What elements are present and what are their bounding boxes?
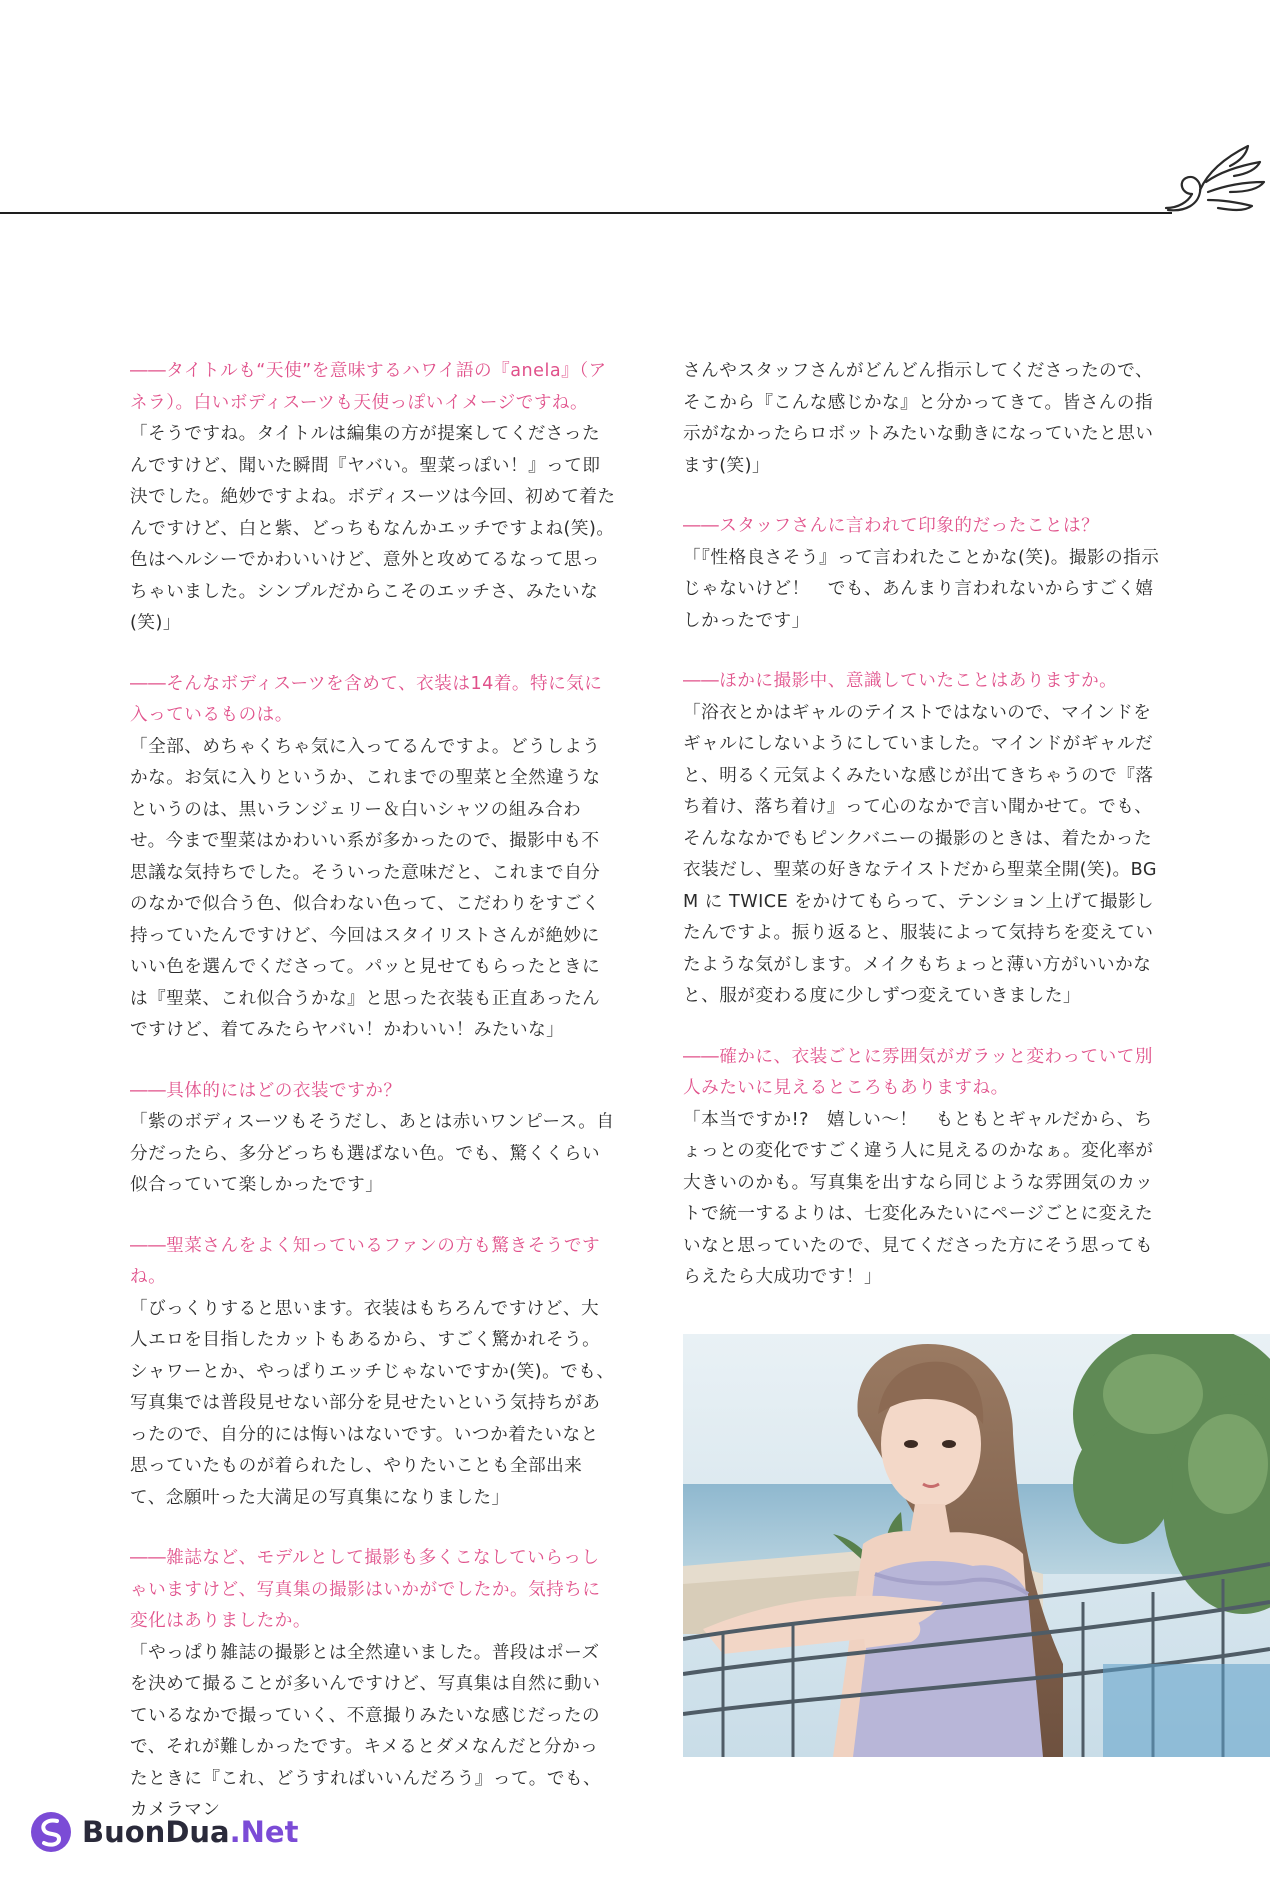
qa-block [130,1543,616,1827]
buondua-logo-icon [30,1811,72,1853]
interview-question: ――聖菜さんをよく知っているファンの方も驚きそうですね。 [130,1235,601,1287]
qa-block [683,1042,1169,1294]
watermark-tld: .Net [229,1815,299,1849]
interview-question: ――ほかに撮影中、意識していたことはありますか。 [683,671,1118,691]
site-watermark [30,1810,298,1854]
left-column [130,356,616,1856]
interview-answer: 「びっくりすると思います。衣装はもちろんですけど、大人エロを目指したカットもあるから、すごく驚かれそう。シャワーとか、やっぱりエッチじゃないですか(笑)。でも、写真集では普段見せない部分を見せたいという気持ちがあったので、自分的には悔いはないです。いつか着たいなと思っていたものが着られたし、やりたいことも全部出来て、念願叶った大満足の写真集になりました」 [130,1298,615,1508]
interview-answer: 「『性格良さそう』って言われたことかな(笑)。撮影の指示じゃないけど！ でも、あんまり言われないからすごく嬉しかったです」 [683,547,1160,631]
interview-answer: 「本当ですか!? 嬉しい～！ もともとギャルだから、ちょっとの変化ですごく違う人に見えるのかなぁ。変化率が大きいのかも。写真集を出すなら同じような雰囲気のカットで統一するよりは、七変化みたいにページごとに変えたいなと思っていたので、見てくださった方にそう思ってもらえたら大成功です！」 [683,1109,1154,1287]
watermark-text [82,1815,298,1849]
header-rule [0,212,1172,214]
qa-block [683,666,1169,1013]
qa-block [683,511,1169,637]
interview-answer: 「紫のボディスーツもそうだし、あとは赤いワンピース。自分だったら、多分どっちも選ばない色。でも、驚くくらい似合っていて楽しかったです」 [130,1112,615,1195]
interview-answer: 「やっぱり雑誌の撮影とは全然違いました。普段はポーズを決めて撮ることが多いんですけど、写真集は自然に動いているなかで撮っていく、不意撮りみたいな感じだったので、それが難しかったです。キメるとダメなんだと分かったときに『これ、どうすればいいんだろう』って。でも、カメラマン [130,1642,602,1820]
interview-question: ――確かに、衣装ごとに雰囲気がガラッと変わっていて別人みたいに見えるところもありますね。 [683,1046,1153,1098]
interview-question: ――タイトルも“天使”を意味するハワイ語の『anela』（アネラ）。白いボディスーツも天使っぽいイメージですね。 [130,361,607,413]
watermark-brand: BuonDua [82,1815,230,1849]
interview-question: ――雑誌など、モデルとして撮影も多くこなしていらっしゃいますけど、写真集の撮影はいかがでしたか。気持ちに変化はありましたか。 [130,1548,601,1631]
qa-block [130,669,616,1047]
interview-answer: 「全部、めちゃくちゃ気に入ってるんですよ。どうしようかな。お気に入りというか、これまでの聖菜と全然違うなというのは、黒いランジェリー＆白いシャツの組み合わせ。今まで聖菜はかわいい系が多かったので、撮影中も不思議な気持ちでした。そういった意味だと、これまで自分のなかで似合う色、似合わない色って、こだわりをすごく持っていたんですけど、今回はスタイリストさんが絶妙にいい色を選んでくださって。パッと見せてもらったときには『聖菜、これ似合うかな』と思った衣装も正直あったんですけど、着てみたらヤバい！かわいい！みたいな」 [130,736,601,1040]
interview-question: ――そんなボディスーツを含めて、衣装は14着。特に気に入っているものは。 [130,673,603,725]
qa-block [683,356,1169,482]
qa-block [130,1231,616,1515]
woman-on-balcony-photo [683,1334,1270,1757]
interview-answer: 「浴衣とかはギャルのテイストではないので、マインドをギャルにしないようにしていました。マインドがギャルだと、明るく元気よくみたいな感じが出てきちゃうので『落ち着け、落ち着け』って心のなかで言い聞かせて。でも、そんななかでもピンクバニーの撮影のときは、着たかった衣装だし、聖菜の好きなテイストだから聖菜全開(笑)。BGM に TWICE をかけてもらって、テンション上げて撮影したんですよ。振り返ると、服装によって気持ちを変えていたような気がします。メイクもちょっと薄い方がいいかなと、服が変わる度に少しずつ変えていきました」 [683,702,1157,1006]
angel-wing-icon [1164,132,1270,222]
interview-question: ――具体的にはどの衣装ですか？ [130,1080,402,1101]
interview-question: ――スタッフさんに言われて印象的だったことは？ [683,516,1100,536]
interview-answer: 「そうですね。タイトルは編集の方が提案してくださったんですけど、聞いた瞬間『ヤバい。聖菜っぽい！』って即決でした。絶妙ですよね。ボディスーツは今回、初めて着たんですけど、白と紫、どっちもなんかエッチですよね(笑)。色はヘルシーでかわいいけど、意外と攻めてるなって思っちゃいました。シンプルだからこそのエッチさ、みたいな(笑)」 [130,424,616,633]
right-column [683,356,1169,1323]
qa-block [130,1076,616,1202]
qa-block [130,356,616,640]
interview-answer: さんやスタッフさんがどんどん指示してくださったので、そこから『こんな感じかな』と分かってきて。皆さんの指示がなかったらロボットみたいな動きになっていたと思います(笑)」 [683,361,1154,476]
